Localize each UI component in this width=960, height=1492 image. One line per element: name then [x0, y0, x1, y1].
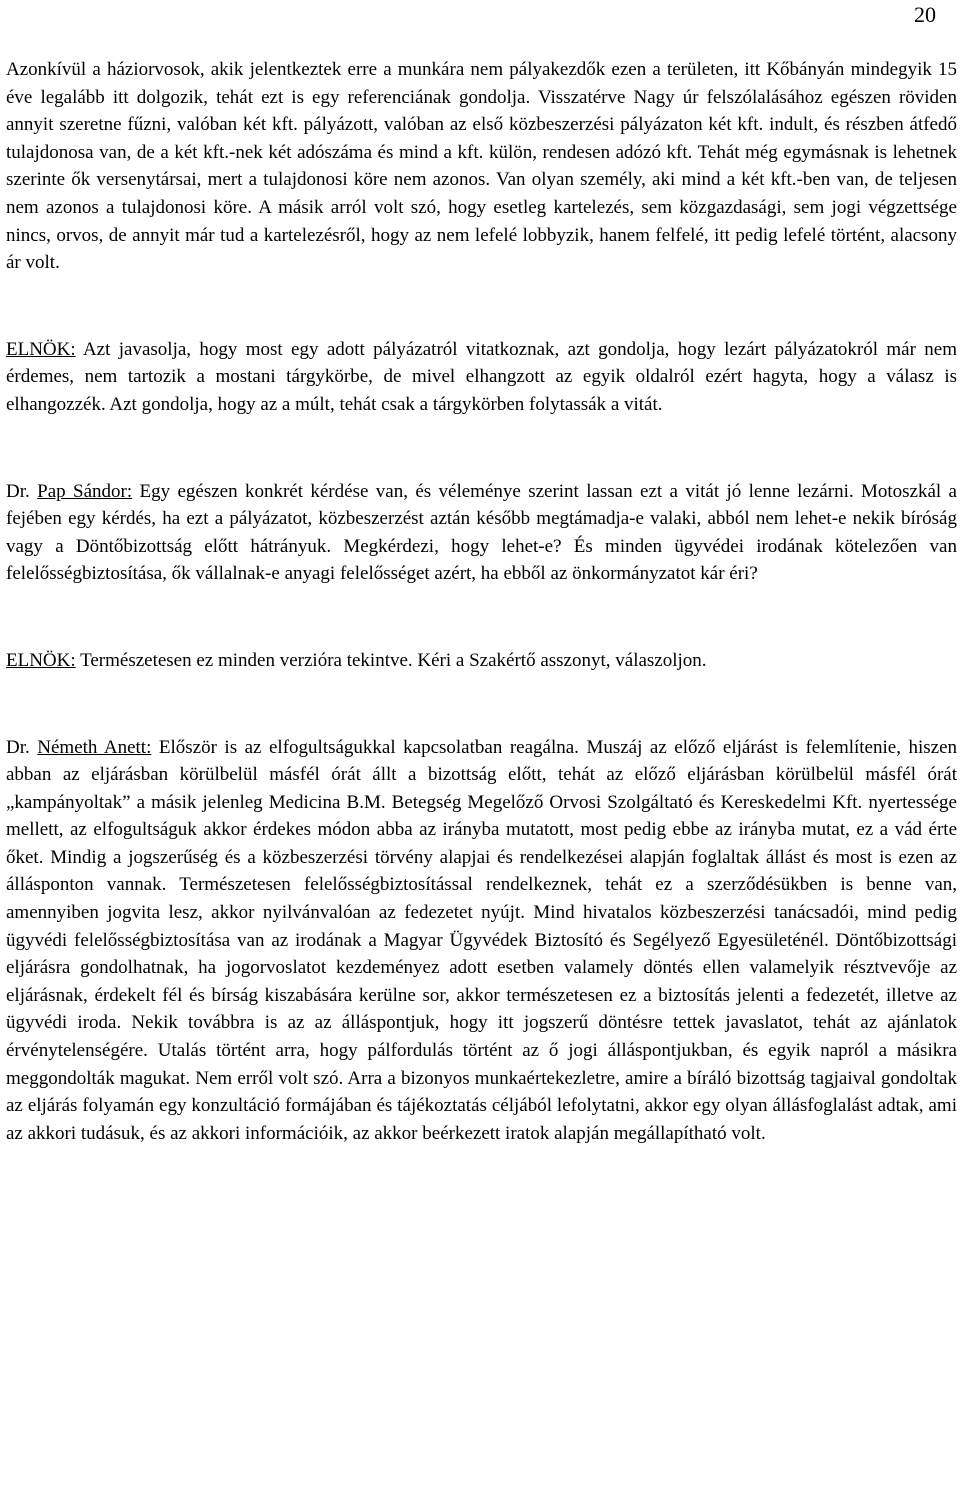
- document-body: [6, 56, 957, 1147]
- paragraph-text: Azt javasolja, hogy most egy adott pályázatról vitatkoznak, azt gondolja, hogy lezárt pályázatokról már nem érdemes, nem tartozik a mostani tárgykörbe, de mivel elhangzott az egyik oldalról ezért hagyta, hogy a válasz is elhangozzék. Azt gondolja, hogy az a múlt, tehát csak a tárgykörben folytassák a vitát.: [6, 338, 957, 415]
- speaker-name: ELNÖK:: [6, 649, 76, 671]
- paragraph-gap: [6, 588, 957, 647]
- paragraph-text: Azonkívül a háziorvosok, akik jelentkeztek erre a munkára nem pályakezdők ezen a területen, itt Kőbányán mindegyik 15 éve legalább itt dolgozik, tehát ezt is egy referenciának gondolja. Visszatérve Nagy úr felszólalásához egészen röviden annyit szeretne fűzni, valóban két kft. pályázott, valóban az első közbeszerzési pályázaton két kft. indult, és részben átfedő tulajdonosa van, de a két kft.-nek két adószáma és mind a kft. külön, rendesen adózó kft. Tehát még egymásnak is lehetnek szerinte ők versenytársai, mert a tulajdonosi köre nem azonos. Van olyan személy, aki mind a két kft.-ben van, de teljesen nem azonos a tulajdonosi köre. A másik arról volt szó, hogy esetleg kartelezés, sem közgazdasági, sem jogi végzettsége nincs, orvos, de annyit már tud a kartelezésről, hogy az nem lefelé lobbyzik, hanem felfelé, itt pedig lefelé történt, alacsony ár volt.: [6, 59, 957, 274]
- paragraph-gap: [6, 277, 957, 336]
- speaker-prefix: Dr.: [6, 736, 38, 758]
- paragraph-pap-sandor: [6, 478, 957, 588]
- paragraph-text: Egy egészen konkrét kérdése van, és véleménye szerint lassan ezt a vitát jó lenne lezárni. Motoszkál a fejében egy kérdés, ha ezt a pályázatot, közbeszerzést aztán később megtámadja-e valaki, abból nem lehet-e nekik bíróság vagy a Döntőbizottság előtt hátrányuk. Megkérdezi, hogy lehet-e? És minden ügyvédei irodának kötelezően van felelősségbiztosítása, ők vállalnak-e anyagi felelősséget azért, ha ebből az önkormányzatot kár éri?: [6, 480, 957, 585]
- paragraph-text: Természetesen ez minden verzióra tekintve. Kéri a Szakértő asszonyt, válaszoljon.: [75, 649, 707, 671]
- speaker-prefix: Dr.: [6, 480, 38, 502]
- page-number: 20: [914, 2, 936, 27]
- paragraph-gap: [6, 419, 957, 478]
- speaker-name: Németh Anett:: [37, 736, 152, 758]
- paragraph-nemeth-anett: [6, 734, 957, 1148]
- paragraph-text: Először is az elfogultságukkal kapcsolatban reagálna. Muszáj az előző eljárást is felemlítenie, hiszen abban az eljárásban körülbelül másfél órát állt a bizottság előtt, tehát az előző eljárásban körülbelül másfél órát „kampányoltak” a másik jelenleg Medicina B.M. Betegség Megelőző Orvosi Szolgáltató és Kereskedelmi Kft. nyertessége mellett, az elfogultságuk akkor érdekes módon abba az irányba mutatott, most pedig ebbe az irányba mutat, ez a vád érte őket. Mindig a jogszerűség és a közbeszerzési törvény alapjai és rendelkezései alapján foglaltak állást és most is ezen az állásponton vannak. Természetesen felelősségbiztosítással rendelkeznek, tehát ez a szerződésükben is benne van, amennyiben jogvita lesz, akkor nyilvánvalóan az fedezetet nyújt. Mind hivatalos közbeszerzési tanácsadói, mind pedig ügyvédi felelősségbiztosítása van az irodának a Magyar Ügyvédek Biztosító és Segélyező Egyesületénél. Döntőbizottsági eljárásra gondolhatnak, ha jogorvoslatot kezdeményez adott esetben valamely döntés ellen valamelyik résztvevője az eljárásnak, érdekelt fél és bírság kiszabására kerülne sor, akkor természetesen ez a biztosítás jelenti a fedezetét, illetve az ügyvédi iroda. Nekik továbbra is az az álláspontjuk, hogy itt jogszerű döntésre tettek javaslatot, tehát az ajánlatok érvénytelenségére. Utalás történt arra, hogy pálfordulás történt az ő jogi álláspontjukban, és egyik napról a másikra meggondolták magukat. Nem erről volt szó. Arra a bizonyos munkaértekezletre, amire a bíráló bizottság tagjaival gondoltak az eljárás folyamán egy konzultáció formájában és tájékoztatás céljából lefolytatni, akkor egy olyan állásfoglalást adtak, ami az akkori tudásuk, és az akkori információik, az akkor beérkezett iratok alapján megállapítható volt.: [6, 736, 958, 1144]
- speaker-name: Pap Sándor:: [37, 480, 133, 502]
- paragraph-gap: [6, 675, 957, 734]
- speaker-name: ELNÖK:: [6, 338, 76, 360]
- paragraph-elnok-2: [6, 647, 957, 675]
- paragraph-response-doctors: [6, 56, 957, 277]
- paragraph-elnok-1: [6, 336, 957, 419]
